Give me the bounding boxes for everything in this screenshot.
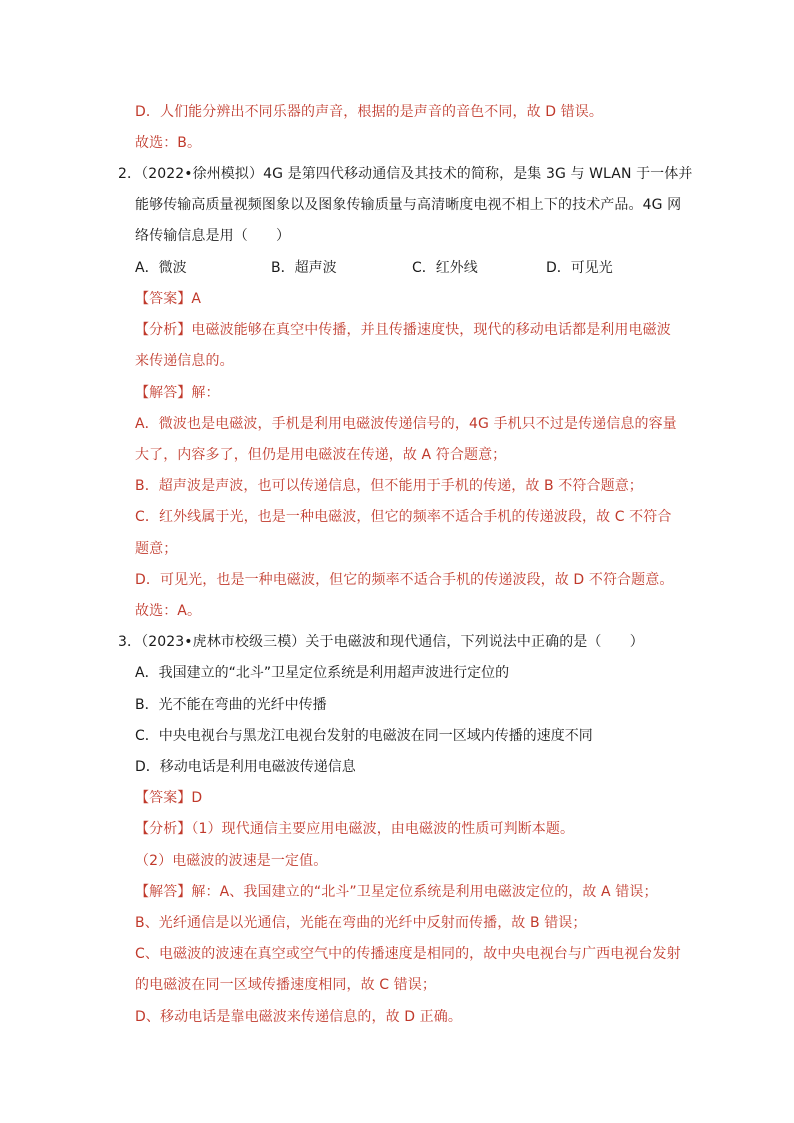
analysis-tag: 【分析】 xyxy=(135,322,192,338)
q2-stem-line1: 2．（2022•徐州模拟）4G 是第四代移动通信及其技术的简称，是集 3G 与 WLAN 于一体并 xyxy=(118,166,693,182)
q2-solution-a-line1: A．微波也是电磁波，手机是利用电磁波传递信号的，4G 手机只不过是传递信息的容量 xyxy=(135,416,677,432)
q3-analysis-line2: （2）电磁波的波速是一定值。 xyxy=(135,853,328,869)
q3-solution-a: 解：A、我国建立的“北斗”卫星定位系统是利用电磁波定位的，故 A 错误； xyxy=(191,884,658,900)
answer-tag: 【答案】 xyxy=(135,291,192,307)
q2-solution-head: 解： xyxy=(191,385,220,401)
q3-option-d: D．移动电话是利用电磁波传递信息 xyxy=(135,759,356,775)
q2-analysis-row xyxy=(135,320,671,340)
q2-solution-c-line1: C．红外线属于光，也是一种电磁波，但它的频率不适合手机的传递波段，故 C 不符合 xyxy=(135,509,672,525)
q3-option-a: A．我国建立的“北斗”卫星定位系统是利用超声波进行定位的 xyxy=(135,665,510,681)
q3-stem: 3．（2023•虎林市校级三模）关于电磁波和现代通信，下列说法中正确的是（ ） xyxy=(118,634,644,650)
q3-answer-row xyxy=(135,788,202,808)
q2-stem-line2: 能够传输高质量视频图象以及图象传输质量与高清晰度电视不相上下的技术产品。4G 网 xyxy=(135,197,682,213)
q3-solution-b: B、光纤通信是以光通信，光能在弯曲的光纤中反射而传播，故 B 错误； xyxy=(135,915,587,931)
q2-solution-b: B．超声波是声波，也可以传递信息，但不能用于手机的传递，故 B 不符合题意； xyxy=(135,478,643,494)
q2-analysis-line1: 电磁波能够在真空中传播，并且传播速度快，现代的移动电话都是利用电磁波 xyxy=(191,322,671,338)
q2-option-c: C．红外线 xyxy=(412,260,478,276)
q3-solution-row xyxy=(135,882,658,902)
q3-analysis-line1: （1）现代通信主要应用电磁波，由电磁波的性质可判断本题。 xyxy=(191,821,575,837)
q2-answer-row xyxy=(135,289,201,309)
q2-solution-a-line2: 大了，内容多了，但仍是用电磁波在传递，故 A 符合题意； xyxy=(135,447,507,463)
q2-option-a: A．微波 xyxy=(135,260,187,276)
q2-final-answer: 故选：A。 xyxy=(135,603,202,619)
q3-answer: D xyxy=(191,790,203,806)
q3-solution-d: D、移动电话是靠电磁波来传递信息的，故 D 正确。 xyxy=(135,1009,462,1025)
q2-stem-line3: 络传输信息是用（ ） xyxy=(135,228,291,244)
q2-answer: A xyxy=(191,291,202,307)
q2-solution-c-line2: 题意； xyxy=(135,541,178,557)
q2-solution-d: D．可见光，也是一种电磁波，但它的频率不适合手机的传递波段，故 D 不符合题意。 xyxy=(135,572,674,588)
q1-final-answer: 故选：B。 xyxy=(135,135,202,151)
q3-option-c: C．中央电视台与黑龙江电视台发射的电磁波在同一区域内传播的速度不同 xyxy=(135,728,593,744)
q3-solution-c-line1: C、电磁波的波速在真空或空气中的传播速度是相同的，故中央电视台与广西电视台发射 xyxy=(135,946,681,962)
q2-option-d: D．可见光 xyxy=(546,260,613,276)
q3-analysis-row xyxy=(135,819,574,839)
solution-tag: 【解答】 xyxy=(135,385,192,401)
analysis-tag: 【分析】 xyxy=(135,821,192,837)
q3-solution-c-line2: 的电磁波在同一区域传播速度相同，故 C 错误； xyxy=(135,977,436,993)
q2-solution-row xyxy=(135,383,220,403)
q1-option-d-analysis: D．人们能分辨出不同乐器的声音，根据的是声音的音色不同，故 D 错误。 xyxy=(135,104,603,120)
q2-option-b: B．超声波 xyxy=(271,260,337,276)
q3-option-b: B．光不能在弯曲的光纤中传播 xyxy=(135,697,327,713)
answer-tag: 【答案】 xyxy=(135,790,192,806)
solution-tag: 【解答】 xyxy=(135,884,192,900)
q2-analysis-line2: 来传递信息的。 xyxy=(135,353,234,369)
